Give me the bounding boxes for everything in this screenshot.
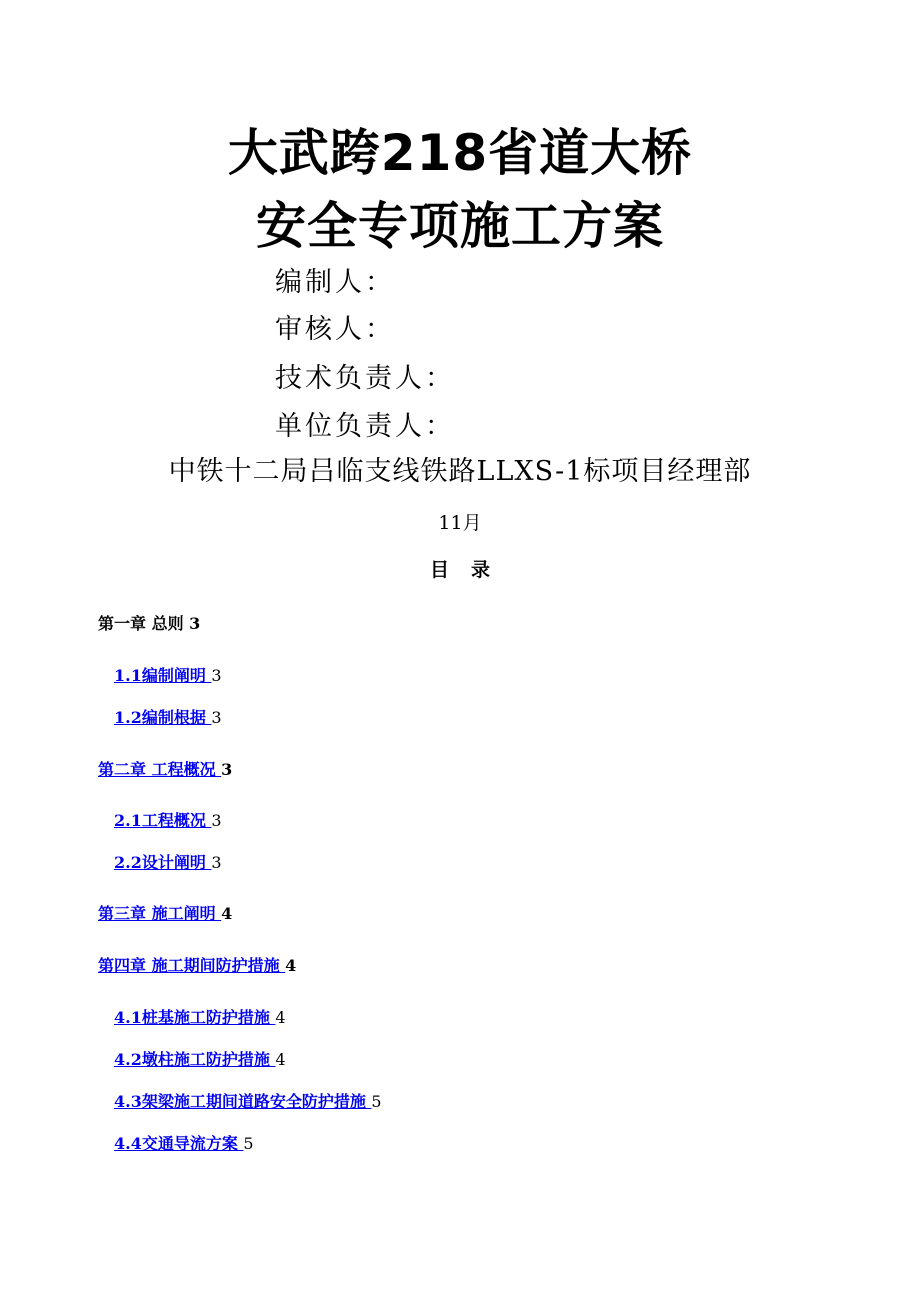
- toc-entry: [114, 1133, 254, 1155]
- toc-entry-link[interactable]: 第二章 工程概况: [98, 760, 222, 779]
- toc-entry-page: 5: [371, 1092, 382, 1111]
- toc-entry-page: 4: [275, 1050, 286, 1069]
- toc-heading: 目录: [429, 559, 512, 581]
- toc-entry-page: 3: [211, 666, 222, 685]
- organization-name: 中铁十二局吕临支线铁路LLXS-1标项目经理部: [168, 456, 752, 487]
- toc-entry: [114, 810, 222, 832]
- toc-entry: [114, 707, 222, 729]
- toc-entry-link[interactable]: 第四章 施工期间防护措施: [98, 956, 286, 975]
- signature-reviewer: 审核人：: [275, 314, 395, 345]
- document-title-line-2: 安全专项施工方案: [256, 197, 664, 255]
- toc-entry: [98, 613, 200, 635]
- toc-entry-link[interactable]: 1.2编制根据: [114, 708, 212, 727]
- toc-entry: [114, 1007, 286, 1029]
- document-title-line-1: 大武跨218省道大桥: [227, 124, 693, 182]
- signature-unit-lead: 单位负责人：: [275, 411, 455, 442]
- toc-entry-link[interactable]: 4.4交通导流方案: [114, 1134, 244, 1153]
- document-date: 11月: [438, 512, 482, 534]
- toc-entry: [98, 955, 296, 977]
- toc-entry: [114, 1049, 286, 1071]
- toc-entry-page: 3: [211, 853, 222, 872]
- toc-entry-page: 3: [189, 614, 201, 633]
- toc-entry: [114, 1091, 382, 1113]
- toc-entry: [98, 903, 232, 925]
- signature-technical-lead: 技术负责人：: [275, 363, 455, 394]
- toc-entry-page: 5: [243, 1134, 254, 1153]
- toc-entry: [114, 665, 222, 687]
- toc-entry-page: 4: [285, 956, 297, 975]
- toc-entry-link[interactable]: 4.1桩基施工防护措施: [114, 1008, 276, 1027]
- toc-entry: [98, 759, 232, 781]
- toc-entry-page: 3: [221, 760, 233, 779]
- toc-entry-link[interactable]: 2.1工程概况: [114, 811, 212, 830]
- toc-entry-link[interactable]: 4.3架梁施工期间道路安全防护措施: [114, 1092, 372, 1111]
- toc-entry-link[interactable]: 1.1编制阐明: [114, 666, 212, 685]
- signature-compiler: 编制人：: [275, 267, 395, 298]
- toc-entry-page: 3: [211, 708, 222, 727]
- toc-entry-link[interactable]: 2.2设计阐明: [114, 853, 212, 872]
- toc-entry-page: 3: [211, 811, 222, 830]
- toc-entry-page: 4: [221, 904, 233, 923]
- toc-entry-link[interactable]: 第三章 施工阐明: [98, 904, 222, 923]
- toc-entry-label: 第一章 总则: [98, 614, 190, 633]
- toc-entry-link[interactable]: 4.2墩柱施工防护措施: [114, 1050, 276, 1069]
- toc-entry-page: 4: [275, 1008, 286, 1027]
- toc-entry: [114, 852, 222, 874]
